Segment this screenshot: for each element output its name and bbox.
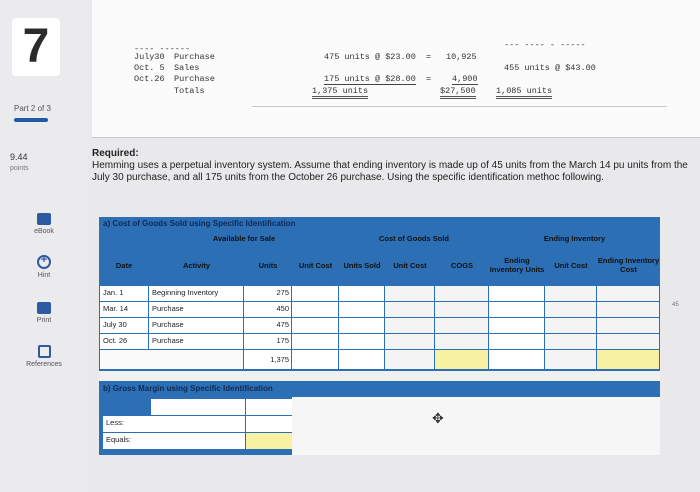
less-amount-input[interactable] xyxy=(246,416,292,432)
group-available: Available for Sale xyxy=(212,233,276,243)
units-sold-input[interactable] xyxy=(339,286,384,301)
row-units: 175 xyxy=(244,334,291,349)
cogs-cell xyxy=(435,318,488,333)
section-a-title: a) Cost of Goods Sold using Specific Identification xyxy=(99,217,660,231)
row-units: 175 units @ $28.00 xyxy=(324,74,416,84)
gross-row-label xyxy=(103,399,151,415)
row-total: $27,500 xyxy=(440,86,476,99)
units-sold-input[interactable] xyxy=(339,334,384,349)
row-units: 450 xyxy=(244,302,291,317)
total-ending-units-input[interactable] xyxy=(489,350,544,369)
margin-note: 45 xyxy=(672,302,679,308)
cogs-unit-cost-cell xyxy=(385,318,434,333)
row-right: 1,085 units xyxy=(496,86,552,99)
required-text: Hemming uses a perpetual inventory system. Assume that ending inventory is made up of 45 units from the March 14 pu units from the July 30 purchase, and all 175 units from the October 26 purchase. Using the specific identification methoc following. xyxy=(92,160,688,183)
points-info xyxy=(10,152,29,174)
ending-units-input[interactable] xyxy=(489,318,544,333)
ending-cost-cell xyxy=(597,302,659,317)
row-units: 475 xyxy=(244,318,291,333)
row-date: July 30 xyxy=(100,318,148,333)
divider xyxy=(92,137,700,138)
ending-cost-cell xyxy=(597,334,659,349)
cogs-unit-cost-cell xyxy=(385,302,434,317)
total-cogs-unit-cost-cell xyxy=(385,350,434,369)
section-b-body xyxy=(99,397,660,455)
col-activity: Activity xyxy=(182,260,211,270)
ending-cost-cell xyxy=(597,318,659,333)
less-label: Less: xyxy=(103,416,151,432)
equals-label: Equals: xyxy=(103,433,151,449)
ending-unit-cost-cell xyxy=(545,286,596,301)
section-a-body xyxy=(99,285,660,371)
row-activity: Purchase xyxy=(174,74,215,84)
section-b-empty-area xyxy=(292,397,660,455)
row-activity: Purchase xyxy=(149,334,243,349)
total-units: 1,375 xyxy=(244,350,291,369)
references-label: References xyxy=(26,361,62,368)
question-number: 7 xyxy=(12,18,60,76)
section-b-title: b) Gross Margin using Specific Identification xyxy=(99,381,660,397)
move-cursor-icon: ✥ xyxy=(432,410,444,426)
row-date: Oct. 26 xyxy=(100,334,148,349)
left-sidebar xyxy=(0,0,88,492)
ending-units-input[interactable] xyxy=(489,334,544,349)
references-icon xyxy=(38,345,51,358)
points-value: 9.44 xyxy=(10,152,28,162)
group-ending: Ending Inventory xyxy=(543,233,606,243)
part-progress-bar xyxy=(14,118,48,122)
total-units-sold-input[interactable] xyxy=(339,350,384,369)
less-account-input[interactable] xyxy=(151,416,245,432)
print-button[interactable] xyxy=(0,302,88,324)
ending-cost-cell xyxy=(597,286,659,301)
row-eq: = xyxy=(426,74,432,84)
dashes-right: --- ---- - ----- xyxy=(504,40,586,50)
total-ending-unit-cost-cell xyxy=(545,350,596,369)
col-ending-cost: Ending Inventory Cost xyxy=(597,256,660,274)
ending-unit-cost-cell xyxy=(545,302,596,317)
required-heading: Required: xyxy=(92,148,139,159)
row-eq: = xyxy=(426,52,432,62)
units-sold-input[interactable] xyxy=(339,302,384,317)
cogs-unit-cost-cell xyxy=(385,334,434,349)
points-label: points xyxy=(10,165,29,172)
ending-units-input[interactable] xyxy=(489,302,544,317)
unit-cost-input[interactable] xyxy=(292,302,338,317)
divider xyxy=(252,106,667,107)
col-ending-unit-cost: Unit Cost xyxy=(554,260,588,270)
row-units: 275 xyxy=(244,286,291,301)
row-units: 1,375 units xyxy=(312,86,368,99)
total-cost-input[interactable] xyxy=(292,350,338,369)
cogs-cell xyxy=(435,334,488,349)
hint-label: Hint xyxy=(37,272,51,279)
ebook-label: eBook xyxy=(34,228,54,235)
unit-cost-input[interactable] xyxy=(292,334,338,349)
hint-icon xyxy=(37,255,51,269)
printer-icon xyxy=(37,302,51,314)
references-button[interactable] xyxy=(0,345,88,368)
group-cogs: Cost of Goods Sold xyxy=(379,233,449,243)
ending-unit-cost-cell xyxy=(545,334,596,349)
row-activity: Purchase xyxy=(149,302,243,317)
gross-row-amount-input[interactable] xyxy=(246,399,292,415)
book-icon xyxy=(37,213,51,225)
dashes-left: ---- ------ xyxy=(134,44,191,54)
row-date: Mar. 14 xyxy=(100,302,148,317)
row-date: Oct. 5 xyxy=(134,63,165,73)
ebook-button[interactable] xyxy=(0,213,88,235)
section-a-header xyxy=(99,231,660,285)
equals-amount-input[interactable] xyxy=(246,433,292,449)
col-cogs-unit-cost: Unit Cost xyxy=(393,260,427,270)
gross-row-account-input[interactable] xyxy=(151,399,245,415)
row-date: Jan. 1 xyxy=(100,286,148,301)
total-cogs-input[interactable] xyxy=(435,350,488,369)
print-label: Print xyxy=(36,317,52,324)
col-units: Units xyxy=(258,260,278,270)
unit-cost-input[interactable] xyxy=(292,318,338,333)
ending-units-input[interactable] xyxy=(489,286,544,301)
row-activity: Beginning Inventory xyxy=(149,286,243,301)
row-date: July30 xyxy=(134,52,165,62)
worksheet xyxy=(99,217,660,455)
spacer xyxy=(99,371,660,381)
col-ending-units: Ending Inventory Units xyxy=(489,256,545,274)
col-unit-cost: Unit Cost xyxy=(298,260,333,270)
row-activity: Purchase xyxy=(149,318,243,333)
col-units-sold: Units Sold xyxy=(343,260,381,270)
cogs-cell xyxy=(435,302,488,317)
cogs-unit-cost-cell xyxy=(385,286,434,301)
row-date: Oct.26 xyxy=(134,74,165,84)
totals-label-cell xyxy=(100,350,243,369)
row-total: 4,900 xyxy=(452,74,478,84)
ending-unit-cost-cell xyxy=(545,318,596,333)
col-date: Date xyxy=(115,260,133,270)
col-cogs: COGS xyxy=(450,260,474,270)
cogs-cell xyxy=(435,286,488,301)
hint-button[interactable] xyxy=(0,255,88,279)
units-sold-input[interactable] xyxy=(339,318,384,333)
part-indicator: Part 2 of 3 xyxy=(14,104,51,113)
row-activity: Sales xyxy=(174,63,200,73)
row-activity: Totals xyxy=(174,86,205,96)
row-total: 10,925 xyxy=(446,52,477,62)
row-units: 475 units @ $23.00 xyxy=(324,52,416,62)
problem-data-panel xyxy=(92,0,700,138)
row-right: 455 units @ $43.00 xyxy=(504,63,596,73)
total-ending-cost-input[interactable] xyxy=(597,350,659,369)
equals-account-input[interactable] xyxy=(151,433,245,449)
unit-cost-input[interactable] xyxy=(292,286,338,301)
row-activity: Purchase xyxy=(174,52,215,62)
